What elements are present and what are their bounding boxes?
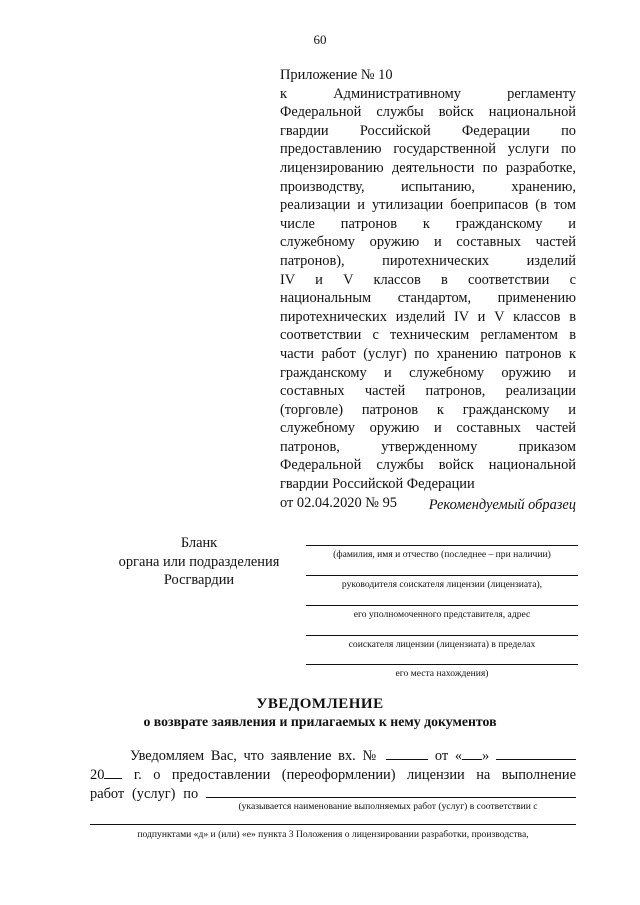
appendix-line: пиротехнических изделий IV и V классов в bbox=[280, 308, 576, 325]
appendix-block bbox=[280, 66, 576, 512]
addressee-field[interactable] bbox=[306, 545, 578, 561]
appendix-line: служебному оружию и составных частей bbox=[280, 420, 576, 437]
blank-line: Бланк bbox=[180, 535, 218, 551]
appendix-line: гражданскому и служебному оружию и bbox=[280, 364, 576, 381]
appendix-line: гвардии Российской Федерации по bbox=[280, 122, 576, 139]
appendix-line: служебному оружию и составных частей bbox=[280, 234, 576, 251]
appendix-line: от 02.04.2020 № 95 bbox=[280, 494, 397, 511]
body-line: Уведомляем Вас, что заявление вх. № от « » bbox=[90, 746, 576, 765]
addressee-caption: (фамилия, имя и отчество (последнее – при наличии) bbox=[333, 549, 551, 560]
notice-body bbox=[90, 746, 576, 803]
addressee-caption: его уполномоченного представителя, адрес bbox=[353, 609, 531, 620]
blank-line: органа или подразделения bbox=[118, 553, 280, 570]
appendix-line: патронов), пиротехнических изделий bbox=[280, 252, 576, 269]
recommended-sample-label: Рекомендуемый образец bbox=[428, 497, 576, 513]
appendix-line: реализации и утилизации боеприпасов (в том bbox=[280, 197, 576, 214]
appendix-line: составных частей патронов, реализации bbox=[280, 383, 576, 400]
appendix-line: соответствии с техническим регламентом в bbox=[280, 327, 576, 344]
appendix-line: Приложение № 10 bbox=[280, 67, 393, 83]
addressee-field[interactable] bbox=[306, 635, 578, 651]
addressee-caption: соискателя лицензии (лицензиата) в пределах bbox=[348, 639, 536, 650]
appendix-line: производству, испытанию, хранению, bbox=[280, 178, 576, 195]
addressee-caption: его места нахождения) bbox=[395, 668, 489, 679]
addressee-field[interactable] bbox=[306, 575, 578, 591]
document-title: УВЕДОМЛЕНИЕ bbox=[256, 696, 384, 712]
appendix-line: лицензированию деятельности по разработке, bbox=[280, 159, 576, 176]
appendix-line: части работ (услуг) по хранению патронов к bbox=[280, 345, 576, 362]
works-caption: (указывается наименование выполняемых работ (услуг) в соответствии с bbox=[238, 801, 538, 812]
appendix-line: национальным стандартом, применению bbox=[280, 290, 576, 307]
application-year-field[interactable] bbox=[104, 765, 122, 779]
body-line: 20 г. о предоставлении (переоформлении) лицензии на выполнение bbox=[90, 767, 576, 783]
footnote-caption: подпунктами «д» и (или) «е» пункта 3 Положения о лицензировании разработки, производства, bbox=[137, 829, 529, 840]
addressee-field[interactable] bbox=[306, 605, 578, 621]
application-number-field[interactable] bbox=[386, 746, 428, 760]
page-number: 60 bbox=[313, 32, 327, 47]
body-line: работ (услуг) по bbox=[90, 784, 576, 803]
appendix-line: (торговле) патронов к гражданскому и bbox=[280, 401, 576, 418]
appendix-line: Федеральной службы войск национальной bbox=[280, 457, 576, 474]
letterhead-blank bbox=[104, 534, 294, 590]
application-day-field[interactable] bbox=[462, 746, 482, 760]
works-field[interactable] bbox=[206, 784, 576, 798]
addressee-field[interactable] bbox=[306, 664, 578, 680]
appendix-line: Федеральной службы войск национальной bbox=[280, 104, 576, 121]
appendix-line: числе патронов к гражданскому и bbox=[280, 215, 576, 232]
blank-line: Росгвардии bbox=[163, 572, 235, 589]
appendix-line: патронов, утвержденному приказом bbox=[280, 438, 576, 455]
appendix-line: к Административному регламенту bbox=[280, 85, 576, 102]
application-month-field[interactable] bbox=[496, 746, 576, 760]
appendix-line: предоставлению государственной услуги по bbox=[280, 141, 576, 158]
addressee-caption: руководителя соискателя лицензии (лицензиата), bbox=[341, 579, 543, 590]
appendix-line: гвардии Российской Федерации bbox=[280, 476, 475, 493]
document-subtitle: о возврате заявления и прилагаемых к нему документов bbox=[143, 714, 497, 729]
footnote-field[interactable] bbox=[90, 824, 576, 841]
appendix-line: IV и V классов в соответствии с bbox=[280, 271, 576, 288]
